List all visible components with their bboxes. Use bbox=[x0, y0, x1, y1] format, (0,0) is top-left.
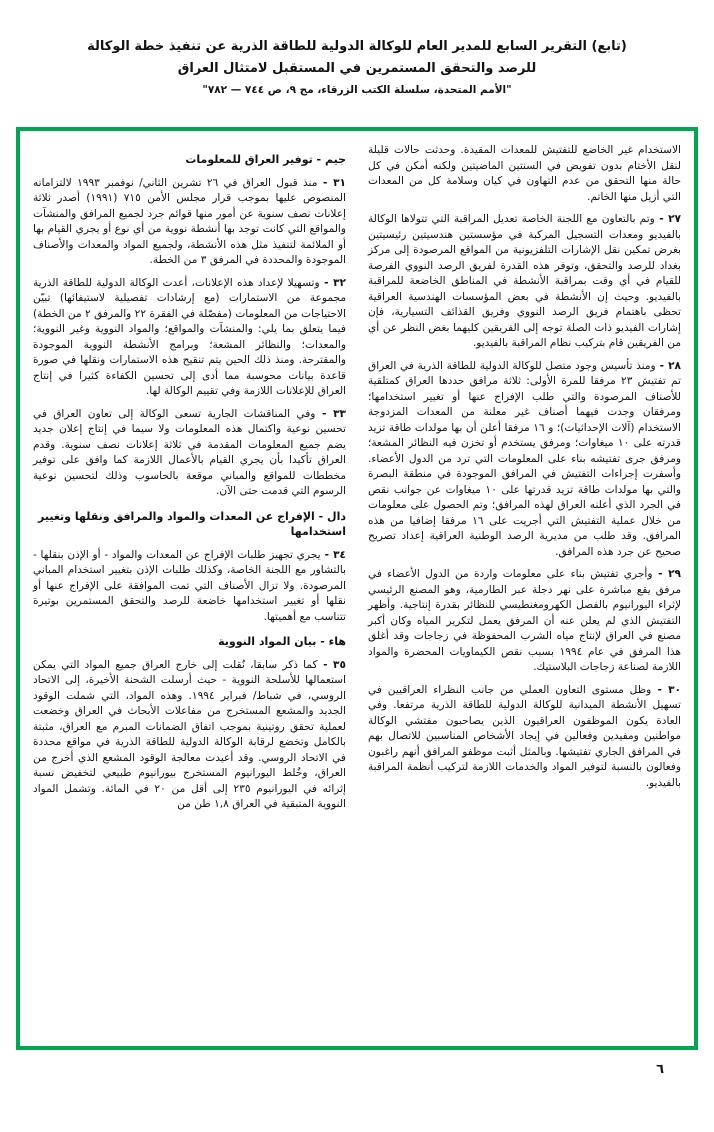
paragraph-number: ٣٥ - bbox=[317, 658, 346, 671]
paragraph-number: ٣٤ - bbox=[320, 548, 346, 561]
title-line-2: للرصد والتحقق المستمرين في المستقبل لامتثال العراق bbox=[177, 61, 537, 76]
paragraph: ٣٥ - كما ذكر سابقا، نُقلت إلى خارج العراق جميع المواد التي يمكن استعمالها للأسلحة النووية - حيث أرسلت الشحنة الأخيرة، إلى الاتحاد الروسي، في شباط/ فبراير ١٩٩٤. وهذه المواد، التي شملت الوقود الجديد والمشعع المستخرج من مفاعلات الأبحاث في العراق وخضعت لعملية تحقق روتينية بموجب اتفاق الضمانات المبرم مع العراق، مثبتة بالكامل وتخضع لرقابة الوكالة الدولية للطاقة الذرية في مواقع محددة في الاتحاد الروسي. وقد أعيدت معالجة الوقود المشعع الذي أخرج من العراق، وخُلط اليورانيوم المستخرج بيورانيوم طبيعي لتخفيض نسبة إثرائه في اليورانيوم ٢٣٥ إلى أقل من ٢٠ في المائة. وتشمل المواد النووية المتبقية في العراق ١,٨ طن من bbox=[33, 658, 346, 810]
paragraph: ٣٤ - يجري تجهيز طلبات الإفراج عن المعدات والمواد - أو الإذن بنقلها - بالتشاور مع اللجنة الخاصة، وكذلك طلبات الإذن بتغيير استخدام المباني المرصودة. ولا تزال الأصناف التي تمت الموافقة على الإفراج عنها أو نقلها أو تغيير استخدامها خاضعة للرصد والتحقق المستمرين بوتيرة تتناسب مع أهميتها. bbox=[33, 548, 346, 623]
paragraph: ٣٣ - وفي المناقشات الجارية تسعى الوكالة إلى تعاون العراق في تحسين نوعية واكتمال هذه المعلومات ولا سيما في إنتاج إعلان جديد يضم جميع المعلومات المقدمة في ثلاثة إعلانات نصف سنوية. وقدم العراق تأكيدا بأن يجري القيام بالأعمال اللازمة كما وافق على توفير مخططات للمواقع والمباني موقعة بالحاسوب وذلك لتحسين نوعية الرسوم التي قدمت حتى الآن. bbox=[33, 407, 346, 497]
paragraph: ٢٩ - وأجري تفتيش بناء على معلومات واردة من الدول الأعضاء في مرفق يقع مباشرة على نهر دجلة عبر الطارمية، وهو المصنع الرئيسي لإثراء اليورانيوم بالفصل الكهرومغنطيسي للنظائر بقدرة إنتاجية. وأظهر التفتيش الذي لم يعلن عنه أن المرفق يعمل لتكرير المياه وكان أكبر مصنع في العراق لإنتاج مياه الشرب المحفوظة في زجاجات وقد أغلق هذا المرفق في عام ١٩٩٤ بسبب نقص الكيماويات المحضرة والمواد اللازمة لصناعة زجاجات البلاستيك. bbox=[368, 568, 682, 673]
title-line-1: (تابع) التقرير السابع للمدير العام للوكالة الدولية للطاقة الذرية عن تنفيذ خطة الوكالة bbox=[87, 39, 627, 54]
content-border-box bbox=[16, 127, 698, 1050]
paragraph: ٣٢ - وتسهيلا لإعداد هذه الإعلانات، أعدت الوكالة الدولية للطاقة الذرية مجموعة من الاستمارات (مع إرشادات تفصيلية لاستيفائها) تبيّن الاحتياجات من المعلومات (مفصّلة في الفقرة ٢٢ والمرفق ٢ من الخطة) فيما يتعلق بما يلي: والمنشآت والمواقع؛ والمواد النووية وغير النووية؛ والمعدات؛ والنظائر المشعة؛ وبرامج الأنشطة النووية الموجودة والمقترحة. ومنذ ذلك الحين يتم تنقيح هذه الاستمارات ونقلها في صورة قاعدة بيانات محوسبة مما أدى إلى تحسين الكفاءة كثيرا في إنتاج العراق للإعلانات اللازمة وفي تقييم الوكالة لها. bbox=[33, 276, 347, 397]
paragraph-number: ٣١ - bbox=[317, 176, 346, 189]
document-title bbox=[0, 36, 714, 100]
title-source-line: "الأمم المتحدة، سلسلة الكتب الزرقاء، مج ٩، ص ٧٤٤ — ٧٨٢" bbox=[202, 84, 512, 96]
section-heading: هاء - بيان المواد النووية bbox=[218, 635, 346, 648]
paragraph: ٣١ - منذ قبول العراق في ٢٦ تشرين الثاني/ نوفمبر ١٩٩٣ لالتزاماته المنصوص عليها بموجب قرار مجلس الأمن ٧١٥ (١٩٩١) أصدر ثلاثة إعلانات نصف سنوية عن أمور منها قوائم جرد لجميع المرافق والمنشآت والمواقع التي كانت توجد بها أنشطة نووية من أي نوع أو يجري القيام بها أو الملائمة لتنفيذ مثل هذه الأنشطة، ولجميع المواد والمعدات والأصناف الموجودة والمحددة في المرفق ٣ من الخطة. bbox=[33, 176, 346, 266]
paragraph-number: ٢٨ - bbox=[655, 359, 681, 372]
paragraph: الاستخدام غير الخاضع للتفتيش للمعدات المقيدة. وحدثت حالات قليلة لنقل الأختام بدون تفويض في السنتين الماضيتين ولكنه أمكن في كل حالة منها التحقق من عدم التهاون في كيان وسلامة كل من المعدات التي أزيل منها الخاتم. bbox=[368, 144, 681, 203]
paragraph-number: ٣٠ - bbox=[651, 683, 681, 696]
section-heading: دال - الإفراج عن المعدات والمواد والمرافق ونقلها وتغيير استخدامها bbox=[38, 509, 346, 538]
paragraph: ٣٠ - وظل مستوى التعاون العملي من جانب النظراء العراقيين في تسهيل الأنشطة الميدانية للوكالة الدولية للطاقة الذرية مرتفعا. وفي العادة يكون الموظفون العراقيون الذين يصاحبون مفتشي الوكالة مواطنين ومفيدين وفعالين في إيجاد الأشخاص المناسبين للاتصال بهم في المرافق الجاري تفتيشها. وبالمثل أثبت موظفو المرافق أنهم راغبون وفعالون بالنسبة لتوفير المواد والخدمات اللازمة لتركيب أنظمة المراقبة بالفيديو. bbox=[368, 683, 681, 789]
page-number: ٦ bbox=[656, 1062, 664, 1077]
paragraph-number: ٣٢ - bbox=[319, 276, 346, 289]
paragraph-number: ٣٣ - bbox=[315, 407, 346, 420]
column-right bbox=[368, 143, 681, 1034]
paragraph: ٢٨ - ومنذ تأسيس وجود متصل للوكالة الدولية للطاقة الذرية في العراق تم تفتيش ٢٣ مرفقا للمرة الأولى: ثلاثة مرافق حددها العراق كمتلقية للأصناف المرصودة والتي طلب الإفراج عنها أو تغيير استخدامها؛ ومرفقان وجدت فيهما أصناف غير معلنة من المعدات المزدوجة الاستخدام (آلات الإحداثيات)؛ و ١٦ مرفقا أعلن أن بها مولدات طاقة تزيد قدرته على ١٠ ميغاوات؛ ومرفق يستخدم أو تخزن فيه النظائر المشعة؛ ومرفق جرى تفتيشه بناء على المعلومات التي ترد من الدول الأعضاء. وأسفرت إجراءات التفتيش في المرافق الموجودة في منطقة البصرة والتي بها مولدات طاقة تزيد قدرتها على ١٠ ميغاوات عن جوانب نقص في الجرد الذي أعلنه العراق لهذه المرافق؛ وتم الحصول على معلومات من خلال عملية التفتيش التي أجريت على ١٦ مرفقا إضافيا من هذه المرافق. وقد طلب من مديرية الرصد الوطنية العراقية إعداد تصريح صحيح عن جرد هذه المرافق. bbox=[368, 359, 682, 558]
column-left bbox=[33, 143, 346, 1034]
paragraph: ٢٧ - وتم بالتعاون مع اللجنة الخاصة تعديل المراقبة التي تتولاها الوكالة بالفيديو ومعدات التسجيل المركبة في مؤسستين هندسيتين رئيسيتين بغرض تمكين نقل الإشارات التلفزيونية من المواقع المرصودة إلى مركز بغداد للرصد والتحقق، وتوفر هذه القدرة لفريق الرصد النووي الفرصة للقيام في أي وقت بمراقبة الأنشطة في المناطق الخاضعة للمراقبة بالفيديو. وحيث إن الأنشطة في بعض المؤسسات الهندسية العراقية تحظى باهتمام فريق الرصد النووي وفريق القذائف التسيارية، فإن إشارات الفيديو ذات الصلة توجه إلى الفريقين كليهما بغض النظر عن أي من الفريقين قام بتركيب نظام المراقبة بالفيديو. bbox=[368, 213, 682, 349]
paragraph-number: ٢٩ - bbox=[652, 568, 682, 580]
section-heading: جيم - توفير العراق للمعلومات bbox=[185, 153, 346, 166]
paragraph-number: ٢٧ - bbox=[654, 213, 682, 225]
